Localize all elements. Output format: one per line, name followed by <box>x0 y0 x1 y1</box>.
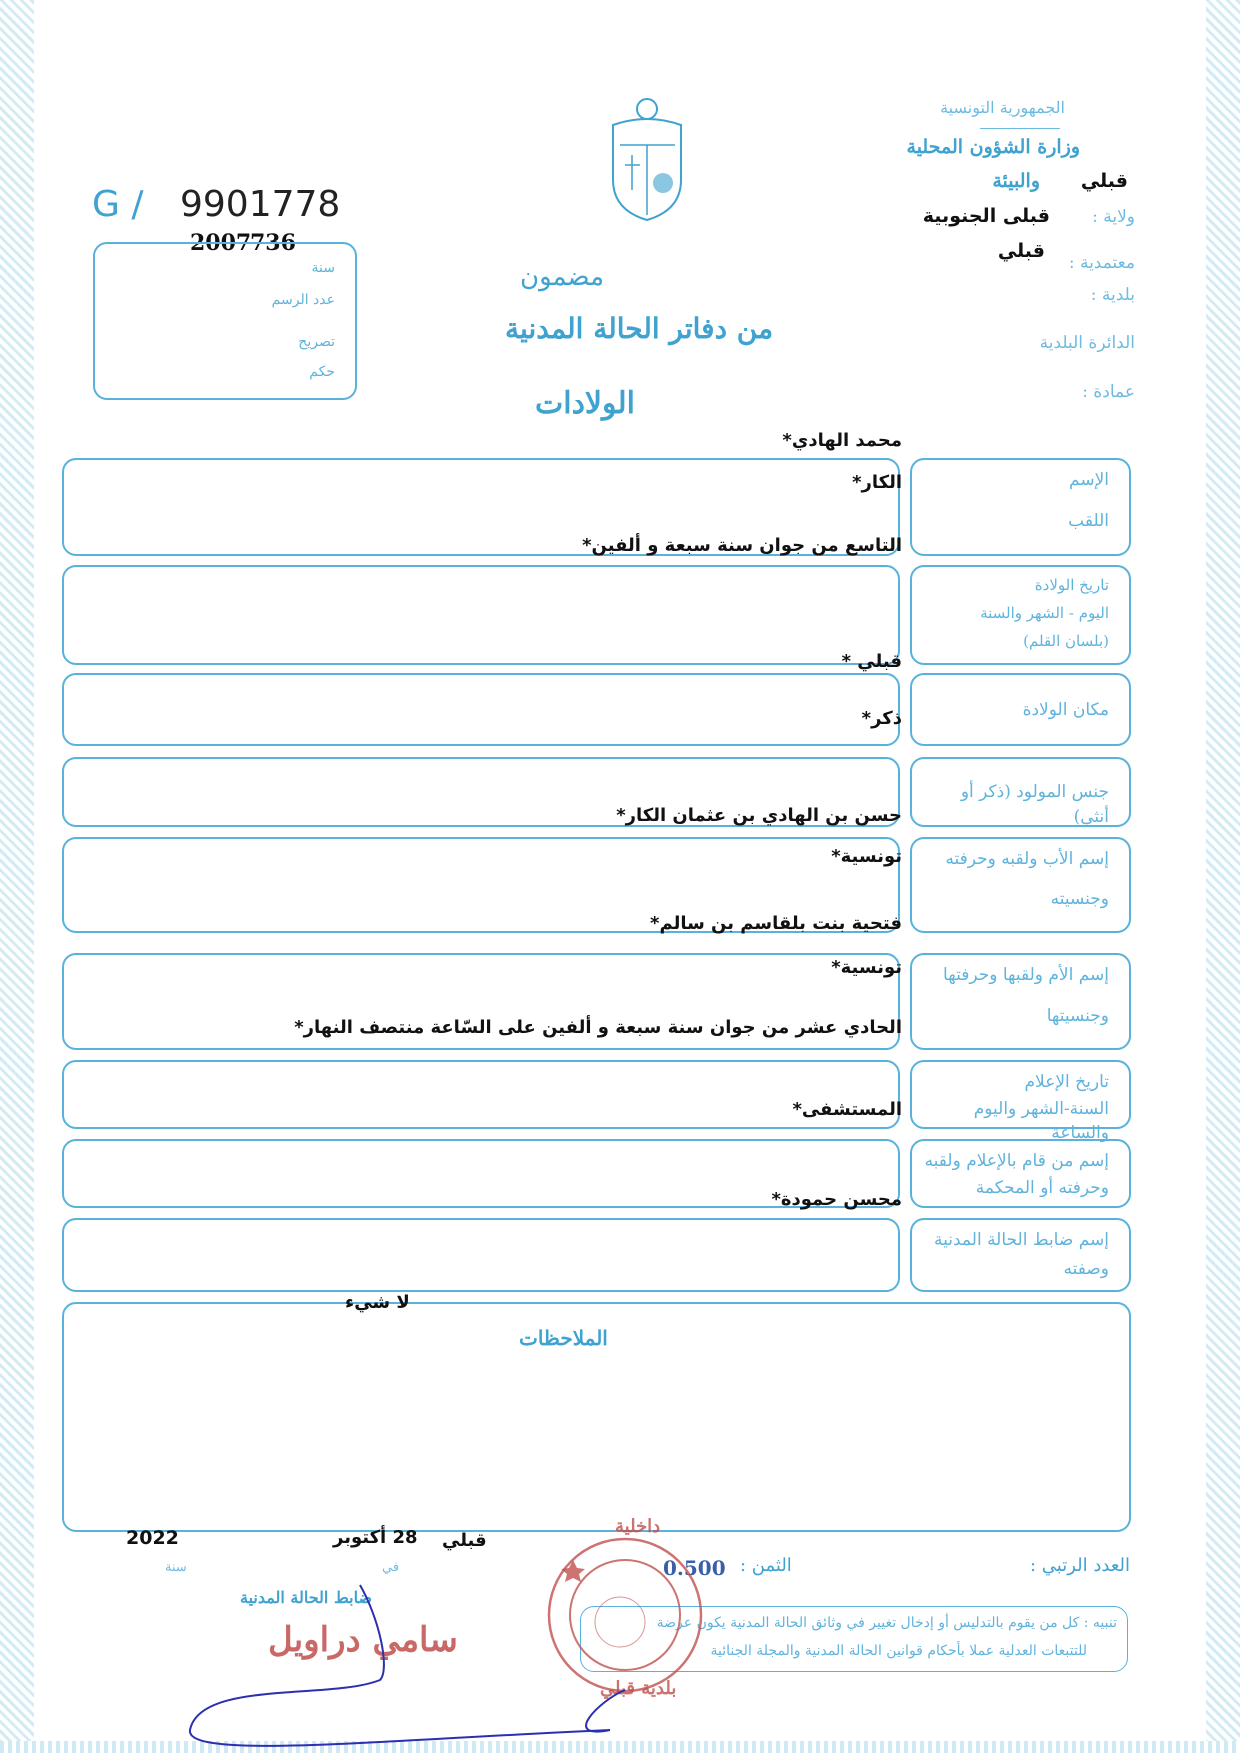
row-value: تونسية* <box>831 846 902 867</box>
remarks-title: الملاحظات <box>519 1326 608 1350</box>
ministry-label-2: والبيئة <box>992 170 1040 192</box>
act-number: 736 <box>250 230 296 256</box>
row-label: (بلسان القلم) <box>1023 632 1109 650</box>
row-label: اليوم - الشهر والسنة <box>980 604 1109 622</box>
row-label: اللقب <box>1068 511 1109 531</box>
row-value: فتحية بنت بلقاسم بن سالم* <box>650 913 902 934</box>
act-reference-box <box>93 242 357 400</box>
delegation-value: قبلي <box>997 240 1045 262</box>
row-label: وجنسيته <box>1050 889 1109 909</box>
row-value: قبلي * <box>841 651 902 672</box>
row-value: محمد الهادي* <box>782 430 902 451</box>
delegation-label: معتمدية : <box>1068 253 1135 273</box>
row-label: وحرفته أو المحكمة <box>975 1177 1109 1198</box>
row-label-box <box>910 953 1131 1050</box>
serial-number-label: العدد الرتبي : <box>1029 1555 1130 1576</box>
row-label-box <box>910 673 1131 746</box>
document-subtitle: من دفاتر الحالة المدنية <box>505 312 774 345</box>
signature <box>180 1580 650 1750</box>
issue-date: 28 أكتوبر <box>333 1527 418 1548</box>
ministry-label: وزارة الشؤون المحلية <box>906 136 1080 158</box>
issue-place: قبلي <box>442 1530 487 1551</box>
serial-prefix: G / <box>92 184 144 225</box>
divider <box>980 128 1060 129</box>
row-value: محسن حمودة* <box>771 1189 902 1210</box>
row-value: الكار* <box>852 472 902 493</box>
decorative-border-right <box>1206 0 1240 1753</box>
municipal-district-label: الدائرة البلدية <box>1039 333 1135 353</box>
ministry-overlay: قبلي <box>1080 170 1128 192</box>
notice-line-1: تنبيه : كل من يقوم بالتدليس أو إدخال تغيير في وثائق الحالة المدنية يكون عرضة <box>656 1615 1117 1631</box>
row-label: إسم ضابط الحالة المدنية <box>934 1230 1109 1250</box>
stamp-top-text: داخلية <box>615 1516 661 1537</box>
row-label: إسم الأم ولقبها وحرفتها <box>943 965 1109 985</box>
document-title: مضمون <box>520 262 605 292</box>
year-label: سنة <box>165 1560 187 1575</box>
municipality-label: بلدية : <box>1090 285 1135 305</box>
row-value: تونسية* <box>831 957 902 978</box>
issue-year: 2022 <box>126 1527 179 1549</box>
row-label: تاريخ الإعلام <box>1024 1072 1109 1092</box>
act-number-label: عدد الرسم <box>271 292 335 308</box>
section-title-births: الولادات <box>535 386 636 421</box>
row-label: وصفته <box>1063 1259 1109 1279</box>
row-label: الإسم <box>1069 470 1109 490</box>
row-label: السنة-الشهر واليوم والساعة <box>973 1098 1109 1144</box>
price-value: 0.500 <box>663 1556 726 1580</box>
row-label: مكان الولادة <box>1022 699 1109 720</box>
judgment-label: حكم <box>309 364 335 380</box>
row-value-box <box>62 673 900 746</box>
row-label: إسم الأب ولقبه وحرفته <box>945 849 1109 869</box>
in-label: في <box>382 1560 400 1575</box>
row-value: ذكر* <box>861 708 902 729</box>
row-label-box <box>910 1218 1131 1292</box>
row-label-box <box>910 458 1131 556</box>
officer-name-stamp: سامي دراويل <box>268 1620 458 1660</box>
republic-label: الجمهورية التونسية <box>940 98 1065 117</box>
row-value: المستشفى* <box>792 1099 902 1120</box>
act-year: 2007 <box>190 230 252 256</box>
row-label: تاريخ الولادة <box>1034 576 1109 594</box>
row-value: التاسع من جوان سنة سبعة و ألفين* <box>582 535 902 556</box>
row-label-box <box>910 1139 1131 1208</box>
row-value-box <box>62 1218 900 1292</box>
row-value-box <box>62 565 900 665</box>
serial-number: 9901778 <box>180 184 341 225</box>
tunisia-emblem-icon <box>605 95 690 225</box>
row-label-box <box>910 1060 1131 1144</box>
year-label: سنة <box>311 260 335 276</box>
governorate-label: ولاية : <box>1092 207 1135 227</box>
notice-line-2: للتتبعات العدلية عملا بأحكام قوانين الحالة المدنية والمجلة الجنائية <box>710 1643 1087 1659</box>
remarks-value: لا شيء <box>345 1292 410 1313</box>
price-label: الثمن : <box>740 1555 792 1576</box>
row-label: إسم من قام بالإعلام ولقبه <box>924 1151 1109 1171</box>
row-label-box <box>910 837 1131 933</box>
row-label-box <box>910 757 1131 827</box>
row-value: الحادي عشر من جوان سنة سبعة و ألفين على السّاعة منتصف النهار* <box>294 1017 902 1038</box>
governorate-value: قبلى الجنوبية <box>922 205 1050 227</box>
declaration-label: تصريح <box>298 334 335 350</box>
row-label-box <box>910 565 1131 665</box>
sector-label: عمادة : <box>1082 382 1135 402</box>
row-label: وجنسيتها <box>1046 1005 1109 1026</box>
row-value-box <box>62 1060 900 1129</box>
row-value: حسن بن الهادي بن عثمان الكار* <box>616 805 902 826</box>
decorative-border-left <box>0 0 34 1753</box>
stamp-bottom-text: بلدية قبلي <box>600 1678 677 1699</box>
remarks-box <box>62 1302 1131 1532</box>
officer-label: ضابط الحالة المدنية <box>240 1588 373 1607</box>
row-label: جنس المولود (ذكر أو أنثى) <box>960 782 1109 827</box>
